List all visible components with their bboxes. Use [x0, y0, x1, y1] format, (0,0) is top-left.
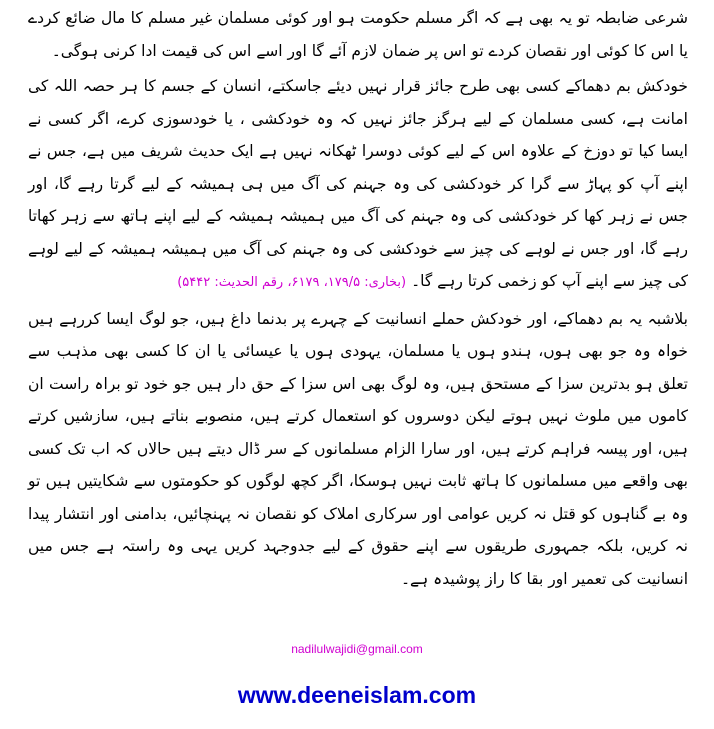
footer-website: www.deeneislam.com — [237, 682, 477, 708]
paragraph-text: بلاشبہ یہ بم دھماکے، اور خودکش حملے انسانیت کے چہرے پر بدنما داغ ہیں، جو لوگ ایسا کررہے ہیں خواہ وہ جو بھی ہوں، ہندو ہوں یا مسلمان، یہودی ہوں یا عیسائی یا ان کا کسی بھی مذہب سے تعلق ہو بدترین سزا کے مستحق ہیں، وہ لوگ بھی اس سزا کے حق دار ہیں جو خود تو براہ راست ان کاموں میں ملوث نہیں ہوتے لیکن دوسروں کو استعمال کرتے ہیں، منصوبے بناتے ہیں، سازشیں کرتے ہیں، اور پیسہ فراہم کرتے ہیں، اور سارا الزام مسلمانوں کے سر ڈال دیتے ہیں حالاں کہ اب تک کسی بھی واقعے میں مسلمانوں کا ہاتھ ثابت نہیں ہوسکا، اگر کچھ لوگوں کو حکومتوں سے شکایتیں ہیں تو وہ بے گناہوں کو قتل نہ کریں عوامی اور سرکاری املاک کو نقصان نہ پہنچائیں، بدامنی اور انتشار پیدا نہ کریں، بلکہ جمہوری طریقوں سے اپنے حقوق کے لیے جدوجہد کریں یہی وہ راستہ ہے جس میں انسانیت کی تعمیر اور بقا کا راز پوشیدہ ہے۔ — [28, 309, 688, 588]
paragraph-legal-rule — [28, 2, 688, 67]
paragraph-text: شرعی ضابطہ تو یہ بھی ہے کہ اگر مسلم حکومت ہو اور کوئی مسلمان غیر مسلم کا مال ضائع کردے یا اس کا کوئی اور نقصان کردے تو اس پر ضمان لازم آئے گا اور اسے اس کی قیمت ادا کرنی ہوگی۔ — [28, 9, 688, 60]
paragraph-suicide-bombing — [28, 70, 688, 300]
paragraph-text: خودکش بم دھماکے کسی بھی طرح جائز قرار نہیں دیئے جاسکتے، انسان کے جسم کا ہر حصہ اللہ کی امانت ہے، کسی مسلمان کے لیے ہرگز جائز نہیں کہ وہ خودکشی ، یا خودسوزی کرے، اگر کسی نے ایسا کیا تو دوزخ کے علاوہ اس کے لیے کوئی دوسرا ٹھکانہ نہیں ہے ایک حدیث شریف میں ہے، جس نے اپنے آپ کو پہاڑ سے گرا کر خودکشی کی وہ جہنم کی آگ میں ہی ہمیشہ کے لیے گرتا رہے گا، اور جس نے زہر کھا کر خودکشی کی وہ جہنم کی آگ میں ہمیشہ ہمیشہ کے لیے اپنے ہاتھ سے زہر کھاتا رہے گا، اور جس نے لوہے کی چیز سے خودکشی کی وہ جہنم کی آگ میں ہمیشہ ہمیشہ کے لیے لوہے کی چیز سے اپنے آپ کو زخمی کرتا رہے گا۔ — [28, 77, 688, 290]
footer-email: nadilulwajidi@gmail.com — [291, 642, 423, 656]
article-body — [28, 2, 688, 595]
paragraph-conclusion — [28, 303, 688, 596]
hadith-reference: (بخاری: ۱۷۹/۵، ۶۱۷۹، رقم الحدیث: ۵۴۴۲) — [177, 275, 407, 290]
